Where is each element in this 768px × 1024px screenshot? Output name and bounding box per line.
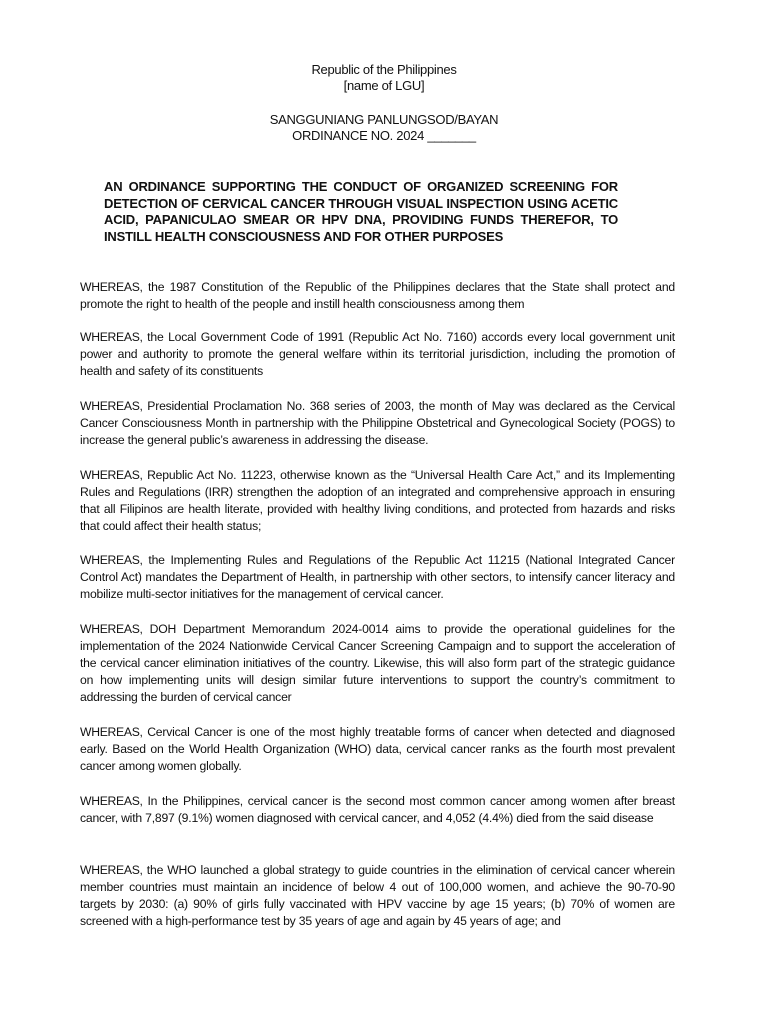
- whereas-clause-8: [80, 793, 675, 827]
- clause-text: the Implementing Rules and Regulations of the Republic Act 11215 (National Integrated Cancer Control Act) mandates the Department of Health, in partnership with other sectors, to intensify cancer literacy and mobilize multi-sector initiatives for the management of cervical cancer.: [80, 553, 675, 601]
- whereas-clause-9: [80, 862, 675, 930]
- country-heading: Republic of the Philippines: [311, 62, 457, 77]
- lgu-heading: [name of LGU]: [343, 78, 425, 93]
- whereas-keyword: WHEREAS,: [80, 280, 143, 294]
- whereas-clause-2: [80, 329, 675, 380]
- council-heading: SANGGUNIANG PANLUNGSOD/BAYAN: [269, 112, 499, 127]
- whereas-clause-4: [80, 467, 675, 535]
- whereas-clause-1: [80, 279, 675, 313]
- clause-text: DOH Department Memorandum 2024-0014 aims to provide the operational guidelines for the implementation of the 2024 Nationwide Cervical Cancer Screening Campaign and to support the acceleration of the cervical cancer elimination initiatives of the country. Likewise, this will also form part of the strategic guidance on how implementing units will design similar future interventions to support the country’s commitment to addressing the burden of cervical cancer: [80, 622, 675, 704]
- clause-text: , the WHO launched a global strategy to guide countries in the elimination of cervical cancer wherein member countries must maintain an incidence of below 4 out of 100,000 women, and achieve the 90-70-90 targets by 2030: (a) 90% of girls fully vaccinated with HPV vaccine by age 15 years; (b) 70% of women are screened with a high-performance test by 35 years of age and again by 45 years of age; and: [80, 863, 675, 928]
- whereas-keyword: WHEREAS,: [80, 553, 143, 567]
- clause-text: Cervical Cancer is one of the most highly treatable forms of cancer when detected and diagnosed early. Based on the World Health Organization (WHO) data, cervical cancer ranks as the fourth most prevalent cancer among women globally.: [80, 725, 675, 773]
- whereas-keyword: WHEREAS,: [80, 330, 143, 344]
- whereas-keyword: WHEREAS: [80, 863, 140, 877]
- whereas-clause-7: [80, 724, 675, 775]
- whereas-clause-3: [80, 398, 675, 449]
- ordinance-title: AN ORDINANCE SUPPORTING THE CONDUCT OF ORGANIZED SCREENING FOR DETECTION OF CERVICAL CANCER THROUGH VISUAL INSPECTION USING ACETIC ACID, PAPANICULAO SMEAR OR HPV DNA, PROVIDING FUNDS THEREFOR, TO INSTILL HEALTH CONSCIOUSNESS AND FOR OTHER PURPOSES: [104, 179, 618, 244]
- whereas-keyword: WHEREAS,: [80, 725, 143, 739]
- whereas-keyword: WHEREAS,: [80, 399, 143, 413]
- clause-text: Presidential Proclamation No. 368 series of 2003, the month of May was declared as the Cervical Cancer Consciousness Month in partnership with the Philippine Obstetrical and Gynecological Society (POGS) to increase the general public’s awareness in addressing the disease.: [80, 399, 675, 447]
- clause-text: the Local Government Code of 1991 (Republic Act No. 7160) accords every local government unit power and authority to promote the general welfare within its territorial jurisdiction, including the promotion of health and safety of its constituents: [80, 330, 675, 378]
- whereas-keyword: WHEREAS: [80, 794, 140, 808]
- whereas-keyword: WHEREAS: [80, 468, 140, 482]
- clause-text: , In the Philippines, cervical cancer is the second most common cancer among women after breast cancer, with 7,897 (9.1%) women diagnosed with cervical cancer, and 4,052 (4.4%) died from the said disease: [80, 794, 675, 825]
- whereas-clause-5: [80, 552, 675, 603]
- whereas-keyword: WHEREAS,: [80, 622, 143, 636]
- clause-text: the 1987 Constitution of the Republic of the Philippines declares that the State shall protect and promote the right to health of the people and instill health consciousness among them: [80, 280, 675, 311]
- whereas-clause-6: [80, 621, 675, 706]
- clause-text: , Republic Act No. 11223, otherwise known as the “Universal Health Care Act,” and its Implementing Rules and Regulations (IRR) strengthen the adoption of an integrated and comprehensive approach in ensuring that all Filipinos are health literate, provided with healthy living conditions, and protected from hazards and risks that could affect their health status;: [80, 468, 675, 533]
- ordinance-number: ORDINANCE NO. 2024 _______: [292, 128, 476, 143]
